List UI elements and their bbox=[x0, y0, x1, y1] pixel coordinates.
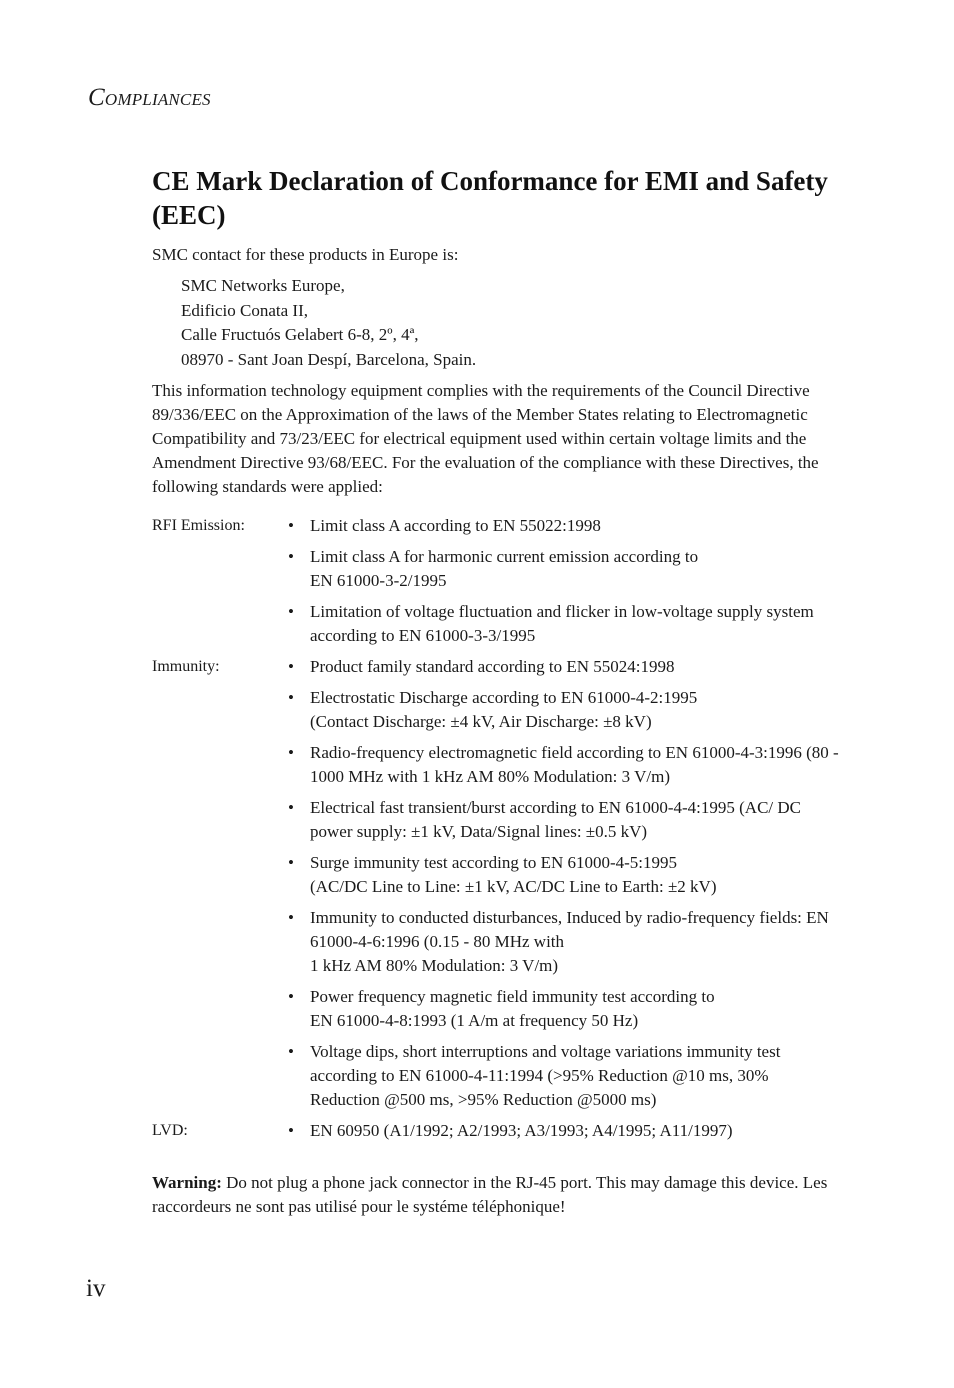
standard-text: Limitation of voltage fluctuation and flicker in low-voltage supply system according to EN 61000-3-3/1995 bbox=[310, 602, 814, 645]
standards-row bbox=[152, 514, 842, 655]
standard-list-item bbox=[288, 906, 842, 978]
standards-list bbox=[288, 655, 842, 1119]
standard-text: Radio-frequency electromagnetic field according to EN 61000-4-3:1996 (80 - 1000 MHz with 1 kHz AM 80% Modulation: 3 V/m) bbox=[310, 743, 839, 786]
standard-text: EN 60950 (A1/1992; A2/1993; A3/1993; A4/1995; A11/1997) bbox=[310, 1121, 733, 1140]
standards-row bbox=[152, 655, 842, 1119]
bullet-marker: • bbox=[288, 798, 294, 817]
standard-text: Limit class A for harmonic current emission according to EN 61000-3-2/1995 bbox=[310, 547, 699, 590]
standard-text: Power frequency magnetic field immunity test according to EN 61000-4-8:1993 (1 A/m at frequency 50 Hz) bbox=[310, 987, 715, 1030]
standard-list-item bbox=[288, 796, 842, 844]
standard-list-item bbox=[288, 514, 842, 538]
standard-list-item bbox=[288, 600, 842, 648]
address-line: 08970 - Sant Joan Despí, Barcelona, Spain. bbox=[181, 349, 477, 369]
bullet-marker: • bbox=[288, 1042, 294, 1061]
standard-text: Surge immunity test according to EN 61000-4-5:1995 (AC/DC Line to Line: ±1 kV, AC/DC Line to Earth: ±2 kV) bbox=[310, 853, 717, 896]
bullet-marker: • bbox=[288, 987, 294, 1006]
bullet-marker: • bbox=[288, 1121, 294, 1140]
page-number: iv bbox=[86, 1275, 106, 1302]
bullet-marker: • bbox=[288, 853, 294, 872]
address-line: SMC Networks Europe, bbox=[181, 276, 345, 295]
bullet-marker: • bbox=[288, 908, 294, 927]
standards-category-label: RFI Emission: bbox=[152, 517, 245, 534]
section-title: CE Mark Declaration of Conformance for EMI and Safety (EEC) bbox=[152, 166, 828, 230]
standard-list-item bbox=[288, 1119, 842, 1143]
running-head-cap: C bbox=[88, 84, 105, 111]
standards-row bbox=[152, 1119, 842, 1143]
running-head-rest: OMPLIANCES bbox=[104, 90, 211, 109]
warning-note bbox=[152, 1171, 842, 1219]
warning-text: Do not plug a phone jack connector in the RJ-45 port. This may damage this device. Les raccordeurs ne sont pas utilisé pour le systéme téléphonique! bbox=[152, 1173, 828, 1216]
address-line: Calle Fructuós Gelabert 6-8, 2º, 4ª, bbox=[181, 325, 419, 344]
standard-list-item bbox=[288, 686, 842, 734]
warning-label: Warning: bbox=[152, 1173, 222, 1192]
bullet-marker: • bbox=[288, 547, 294, 566]
bullet-marker: • bbox=[288, 688, 294, 707]
standards-category-label: Immunity: bbox=[152, 658, 220, 675]
standard-list-item bbox=[288, 655, 842, 679]
address-line: Edificio Conata II, bbox=[181, 300, 308, 320]
standard-text: Immunity to conducted disturbances, Induced by radio-frequency fields: EN 61000-4-6:1996 (0.15 - 80 MHz with 1 kHz AM 80% Modulation: 3 V/m) bbox=[310, 908, 829, 975]
running-head bbox=[88, 84, 211, 112]
contact-address bbox=[181, 274, 842, 372]
standard-list-item bbox=[288, 985, 842, 1033]
standard-text: Electrostatic Discharge according to EN 61000-4-2:1995 (Contact Discharge: ±4 kV, Air Discharge: ±8 kV) bbox=[310, 688, 698, 731]
standards-list bbox=[288, 514, 842, 655]
bullet-marker: • bbox=[288, 743, 294, 762]
standard-list-item bbox=[288, 545, 842, 593]
bullet-marker: • bbox=[288, 602, 294, 621]
standard-text: Electrical fast transient/burst according to EN 61000-4-4:1995 (AC/ DC power supply: ±1 kV, Data/Signal lines: ±0.5 kV) bbox=[310, 798, 801, 841]
standard-text: Voltage dips, short interruptions and voltage variations immunity test according to EN 61000-4-11:1994 (>95% Reduction @10 ms, 30% Reduction @500 ms, >95% Reduction @5000 ms) bbox=[310, 1042, 781, 1109]
bullet-marker: • bbox=[288, 516, 294, 535]
standard-list-item bbox=[288, 851, 842, 899]
standard-text: Limit class A according to EN 55022:1998 bbox=[310, 516, 601, 535]
page-content bbox=[152, 164, 842, 1219]
bullet-marker: • bbox=[288, 657, 294, 676]
standard-list-item bbox=[288, 1040, 842, 1112]
standard-list-item bbox=[288, 741, 842, 789]
intro-text: SMC contact for these products in Europe is: bbox=[152, 245, 459, 264]
standards-category-label: LVD: bbox=[152, 1122, 188, 1139]
standard-text: Product family standard according to EN 55024:1998 bbox=[310, 657, 675, 676]
compliance-paragraph: This information technology equipment complies with the requirements of the Council Directive 89/336/EEC on the Approximation of the laws of the Member States relating to Electromagnetic Compatibility and 73/23/EEC for electrical equipment used within certain voltage limits and the Amendment Directive 93/68/EEC. For the evaluation of the compliance with these Directives, the following standards were applied: bbox=[152, 381, 819, 496]
standards-table bbox=[152, 514, 842, 1143]
standards-list bbox=[288, 1119, 842, 1143]
